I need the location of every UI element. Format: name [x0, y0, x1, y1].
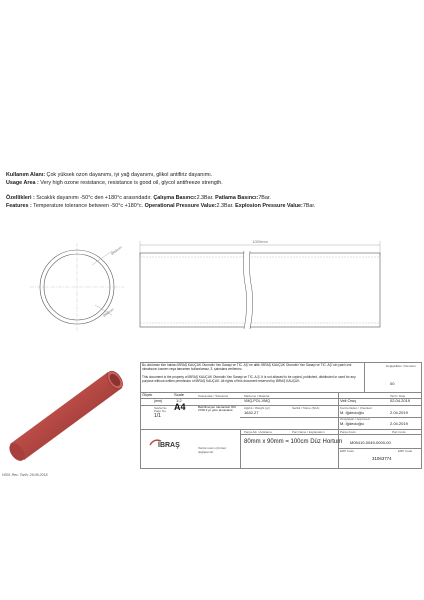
- features-en-label: Features :: [6, 203, 32, 209]
- inner-dim-label: Ø80mm: [102, 307, 115, 318]
- erp-label: ERP Kodu: [340, 449, 354, 453]
- approved-date: 2.04.2019: [390, 421, 408, 426]
- hardness-label: Sertlik / Shore (ShA): [292, 406, 320, 410]
- tolerans-label: Toleranslar / Tolerance: [198, 394, 229, 398]
- copyright-en: This document is the property of İBRAŞ KAUÇUK Otomotiv Yan Sanayi ve TİC. A.Ş. It is not allowed to be copied, published, distributed or used for any purpose without written permission of İBRAŞ KAUÇUK. All rights of this document reserved by İBRAŞ KAUÇUK.: [142, 375, 356, 383]
- title-block: [140, 362, 422, 469]
- date-label: Tarih / Date: [390, 394, 406, 398]
- revision-value: 00: [390, 381, 395, 386]
- features-en-wp-label: Operational Pressure Value:: [144, 203, 217, 209]
- features-en-line: [6, 203, 416, 210]
- usage-tr-line: [6, 172, 416, 179]
- features-tr-bp-value: 7Bar.: [258, 195, 271, 201]
- usage-en-line: [6, 180, 416, 187]
- outer-dim-label: Ø90mm: [110, 245, 123, 256]
- tolerance-note: Belirtilmeyen toleranslar ISO 2768-1'ye göre alınacaktır.: [198, 405, 237, 413]
- approved-name: M. İğdecioğlu: [340, 421, 364, 426]
- features-en-text: Temperature tolerance between -50°c +180°c.: [31, 203, 145, 209]
- approved-label: Onaylayan / Approved: [340, 417, 370, 421]
- note-label: Teknik resim çizimleri: [198, 446, 227, 450]
- outer-dim-leader: [92, 251, 112, 265]
- features-tr-line: [6, 195, 416, 202]
- page-no-label: Page No.: [154, 409, 167, 413]
- drawn-date: 02.04.2019: [390, 398, 411, 403]
- features-en-wp-value: 2.3Bar.: [216, 203, 234, 209]
- erp-label-en: ERP Code: [398, 449, 413, 453]
- checked-label: Kontrol Eden / Checked: [340, 406, 372, 410]
- usage-en-text: Very high ozone resistance, resistance is good oil, glycol antifreeze strength.: [38, 180, 223, 186]
- usage-tr-text: Çok yüksek ozon dayanımı, iyi yağ dayanımı, glikol antifiriz dayanımı.: [45, 172, 213, 178]
- part-code-label: Part Code: [392, 430, 406, 434]
- revision-label: Değişiklikler / Revision: [386, 364, 417, 368]
- part-code: M05410-0049-0000-00: [350, 440, 391, 445]
- length-label: 1000mm: [252, 239, 268, 244]
- part-name-label: Part Name / Explanation: [292, 430, 325, 434]
- paper-size: A4: [174, 402, 186, 412]
- features-en-bp-label: Explosion Pressure Value:: [233, 203, 303, 209]
- features-tr-bp-label: Patlama Basıncı:: [213, 195, 259, 201]
- scale-label: Scale: [174, 392, 185, 397]
- features-tr-text: Sıcaklık dayanımı -50°c den +180°c arasındadır.: [34, 195, 152, 201]
- hose-render: [0, 360, 140, 470]
- features-tr-wp-value: 2.3Bar.: [196, 195, 214, 201]
- hose-body: [10, 372, 122, 460]
- olcek-label: Ölçek: [142, 392, 153, 397]
- features-tr-label: Özellikleri :: [6, 195, 35, 201]
- logo-text: İBRAŞ: [158, 442, 180, 449]
- checked-name: M. İğdecioğlu: [340, 410, 364, 415]
- drawn-name: Veli Oruç: [340, 398, 357, 403]
- weight-label: Ağırlık / Weight (gr): [244, 406, 270, 410]
- hose-side-view: [140, 253, 380, 327]
- malzeme-label: Malzeme / Material: [244, 394, 270, 398]
- page-value: 1/1: [154, 413, 161, 419]
- olcek-unit: (mm): [154, 399, 163, 403]
- sayfa-label: Sayfa No.: [154, 406, 168, 410]
- usage-tr-label: Kullanım Alanı:: [6, 172, 46, 178]
- copyright-tr: Bu doküman tüm hakları İBRAŞ KAUÇUK Otomotiv Yan Sanayi ve TİC. AŞ.'ne aittir. İBRAŞ KAUÇUK Otomotiv Yan Sanayi ve TİC. AŞ.'nin yazılı izni olmaksızın kısmen veya tamamen kullanılamaz, 3. şahıslara verilemez.: [142, 363, 352, 371]
- weight-value: 1642.27: [244, 410, 259, 415]
- parca-kodu-label: Parça Kodu: [340, 430, 356, 434]
- material-value: VMQ-POL-VMQ: [244, 399, 270, 403]
- usage-en-label: Usage Area :: [6, 180, 39, 186]
- scale-value: 1:2: [176, 398, 182, 403]
- features-tr-wp-label: Çalışma Basıncı:: [151, 195, 197, 201]
- checked-date: 2.04.2019: [390, 410, 408, 415]
- footer-note: H001 Rev. Tarih: 29.08.2018: [2, 473, 48, 477]
- technical-drawing: [0, 235, 424, 335]
- erp-code: 31063774: [372, 456, 392, 461]
- note-label-2: değişkendir.: [198, 450, 215, 454]
- part-title: 80mm x 90mm = 100cm Düz Hortum: [244, 439, 343, 445]
- parca-adi-label: Parça Adı / Açıklama: [244, 430, 272, 434]
- ibras-logo: [148, 437, 186, 449]
- features-en-bp-value: 7Bar.: [302, 203, 316, 209]
